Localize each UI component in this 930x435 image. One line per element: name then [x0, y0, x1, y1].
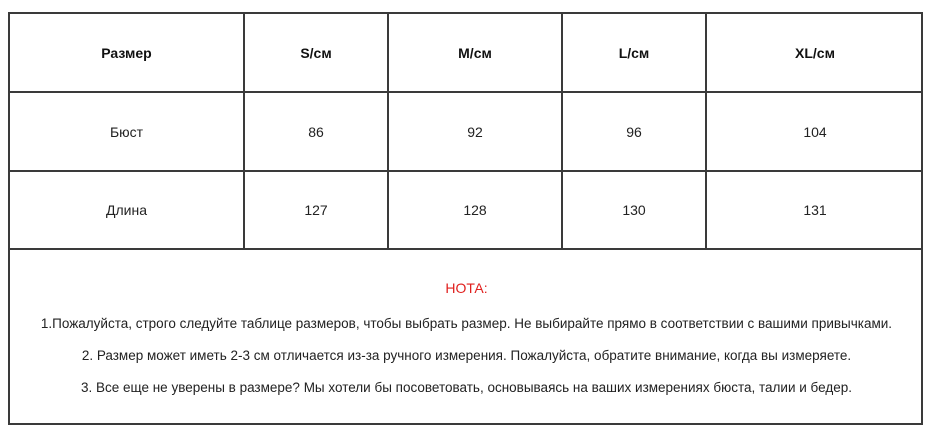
table-row: [10, 171, 923, 249]
header-s: S/см: [244, 14, 388, 92]
notes-section: [10, 248, 923, 425]
header-size: Размер: [10, 14, 244, 92]
cell-length-s: 127: [244, 171, 388, 249]
cell-length-m: 128: [388, 171, 562, 249]
note-line-2: 2. Размер может иметь 2-3 см отличается из-за ручного измерения. Пожалуйста, обратите внимание, когда вы измеряете.: [81, 348, 852, 363]
note-line-1: 1.Пожалуйста, строго следуйте таблице размеров, чтобы выбрать размер. Не выбирайте прямо в соответствии с вашими привычками.: [40, 316, 893, 331]
header-l: L/см: [562, 14, 706, 92]
table-row: [10, 92, 923, 171]
size-table: [10, 14, 923, 250]
cell-bust-m: 92: [388, 92, 562, 171]
size-chart: [8, 12, 923, 425]
cell-length-l: 130: [562, 171, 706, 249]
notes-title: НОТА:: [445, 280, 488, 296]
cell-bust-xl: 104: [706, 92, 923, 171]
cell-bust-l: 96: [562, 92, 706, 171]
header-xl: XL/см: [706, 14, 923, 92]
row-label-length: Длина: [10, 171, 244, 249]
row-label-bust: Бюст: [10, 92, 244, 171]
cell-length-xl: 131: [706, 171, 923, 249]
header-m: M/см: [388, 14, 562, 92]
header-row: [10, 14, 923, 92]
note-line-3: 3. Все еще не уверены в размере? Мы хотели бы посоветовать, основываясь на ваших измерениях бюста, талии и бедер.: [80, 380, 852, 395]
cell-bust-s: 86: [244, 92, 388, 171]
